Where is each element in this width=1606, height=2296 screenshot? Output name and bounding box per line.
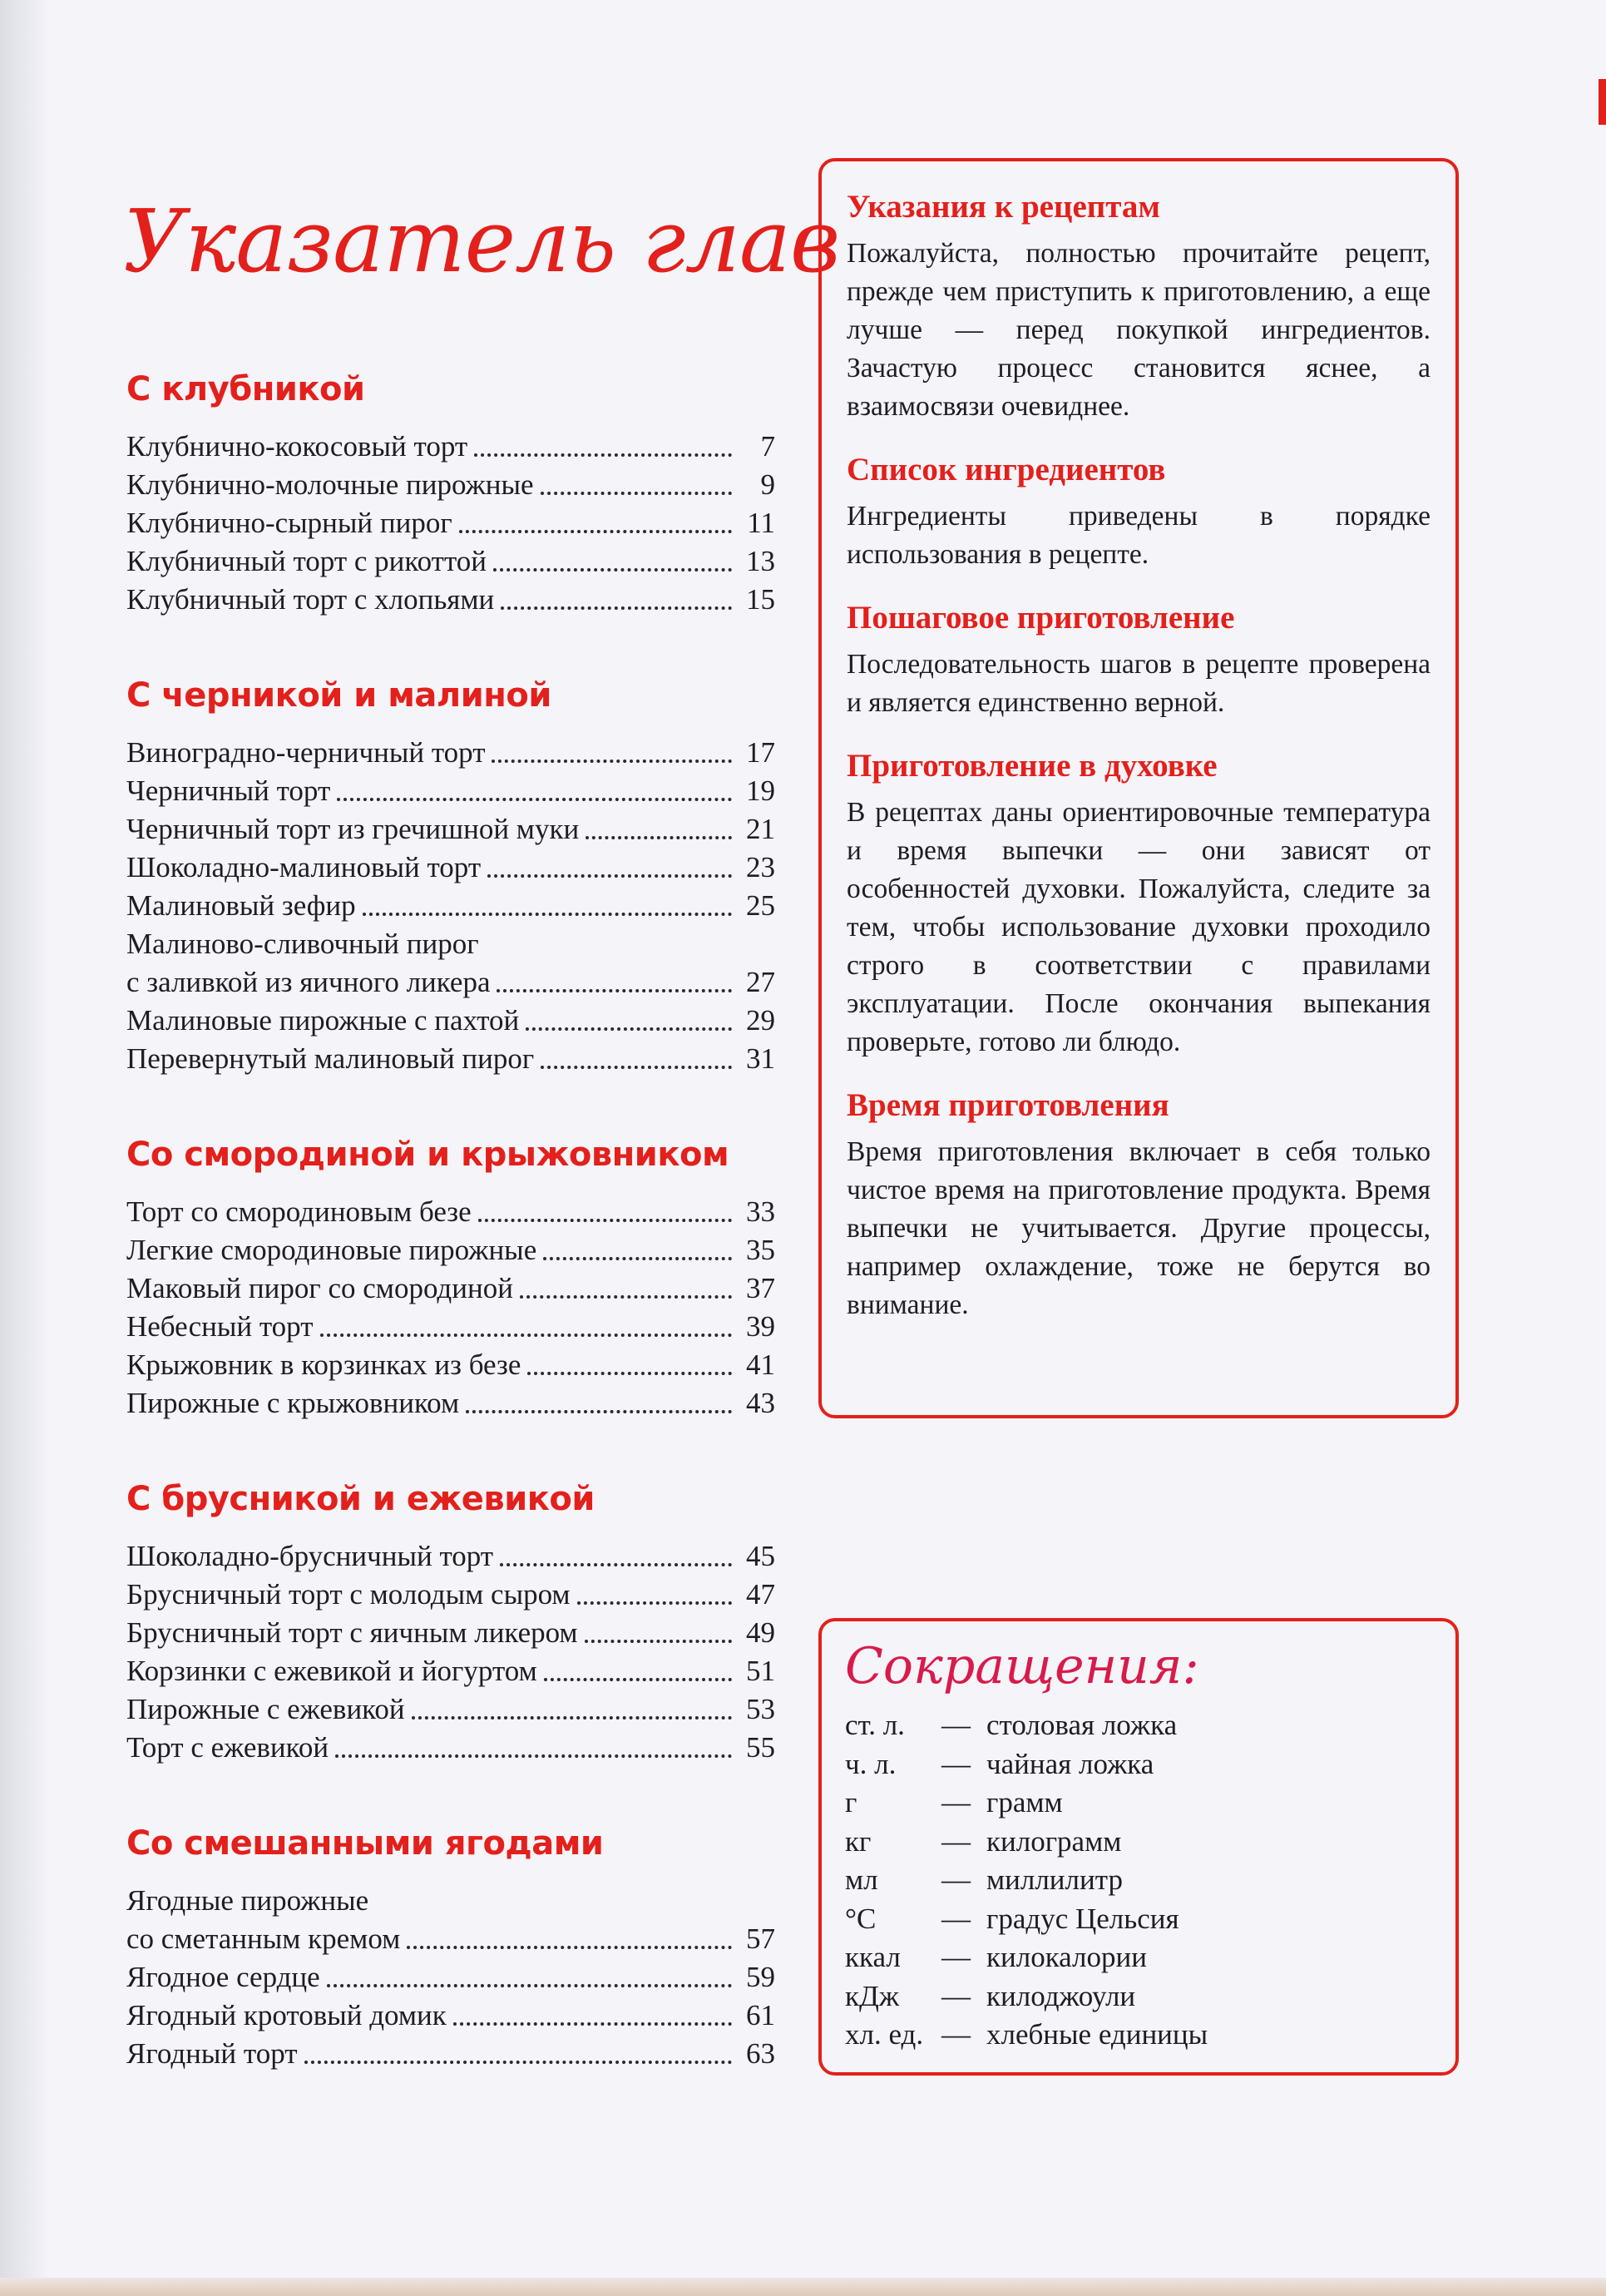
abbreviations-box (818, 1618, 1459, 2076)
abbreviation-short: мл (845, 1863, 878, 1896)
abbreviation-dash: — (941, 1941, 971, 1973)
abbreviation-full: миллилитр (986, 1863, 1123, 1896)
entry-title: Перевернутый малиновый пирог (126, 1042, 535, 1075)
toc-entry[interactable] (126, 1729, 775, 1767)
dot-leader (497, 989, 732, 992)
entry-page-number: 41 (746, 1348, 775, 1381)
toc-entry[interactable] (126, 1002, 775, 1040)
toc-entry[interactable] (126, 849, 775, 887)
abbreviation-row (845, 1823, 1431, 1862)
abbreviation-row (845, 1745, 1431, 1784)
abbreviation-short: ст. л. (845, 1709, 905, 1741)
dot-leader (466, 1410, 732, 1413)
note-section (847, 597, 1431, 722)
abbreviation-dash: — (941, 1979, 971, 2012)
note-heading: Указания к рецептам (847, 189, 1160, 225)
note-text: В рецептах даны ориентировочные температура и время выпечки — они зависят от особенностей духовки. Пожалуйста, следите за тем, чтобы использование духовки проходило строго в соответствии с правилами эксплуатации. После окончания выпекания проверьте, готово ли блюдо. (847, 797, 1431, 1057)
entry-page-number: 13 (746, 545, 775, 577)
chapter-strawberry (126, 366, 775, 619)
toc-entry[interactable] (126, 1231, 775, 1269)
abbreviation-full: градус Цельсия (986, 1902, 1179, 1935)
entry-page-number: 33 (746, 1195, 775, 1228)
toc-entry[interactable] (126, 581, 775, 619)
toc-entry[interactable] (126, 1576, 775, 1614)
page-edge-marker (1599, 79, 1606, 125)
note-section (847, 745, 1431, 1061)
toc-entry[interactable] (126, 1997, 775, 2035)
dot-leader (585, 1640, 732, 1643)
toc-entry[interactable] (126, 1882, 775, 1958)
entry-title: Малиновый зефир (126, 889, 356, 922)
entry-title: Легкие смородиновые пирожные (126, 1234, 537, 1266)
toc-title: Указатель глав (123, 191, 840, 292)
entry-title: Пирожные с крыжовником (126, 1387, 460, 1419)
abbreviation-full: килограмм (986, 1824, 1122, 1858)
toc-entry[interactable] (126, 734, 775, 772)
entry-page-number: 37 (746, 1272, 775, 1304)
abbreviation-row (845, 1938, 1431, 1977)
table-of-contents (126, 366, 775, 2126)
entry-title: Шоколадно-малиновый торт (126, 851, 482, 883)
abbreviation-short: ккал (845, 1941, 901, 1973)
abbreviation-short: ч. л. (845, 1747, 897, 1780)
abbreviation-dash: — (941, 1747, 971, 1780)
entry-title: Клубнично-молочные пирожные (126, 468, 534, 501)
toc-entry[interactable] (126, 428, 775, 466)
entry-title: Черничный торт из гречишной муки (126, 813, 580, 845)
toc-entry[interactable] (126, 504, 775, 542)
dot-leader (327, 1984, 732, 1987)
entry-page-number: 7 (760, 430, 775, 463)
entry-page-number: 35 (746, 1234, 775, 1266)
dot-leader (501, 606, 732, 610)
entry-title: Брусничный торт с яичным ликером (126, 1616, 578, 1649)
entry-title: Черничный торт (126, 774, 331, 807)
entry-page-number: 31 (746, 1042, 775, 1075)
abbreviation-dash: — (941, 1863, 971, 1896)
entry-title: Малиновые пирожные с пахтой (126, 1004, 520, 1037)
toc-entry[interactable] (126, 1958, 775, 1997)
dot-leader (543, 1257, 732, 1260)
abbreviation-row (845, 1784, 1431, 1823)
dot-leader (407, 1946, 732, 1949)
abbreviation-full: чайная ложка (986, 1747, 1154, 1780)
entry-page-number: 11 (747, 507, 775, 539)
abbreviation-full: килоджоули (986, 1979, 1136, 2012)
entry-page-number: 27 (746, 966, 775, 998)
chapter-lingonberry-blackberry (126, 1476, 775, 1767)
chapter-currant-gooseberry (126, 1131, 775, 1423)
dot-leader (492, 760, 732, 763)
abbreviation-dash: — (941, 1902, 971, 1935)
entry-page-number: 59 (746, 1961, 775, 1993)
abbreviation-row (845, 1861, 1431, 1900)
entry-page-number: 63 (746, 2037, 775, 2070)
entry-title: Клубничный торт с хлопьями (126, 583, 495, 616)
note-section (847, 1085, 1431, 1324)
toc-entry[interactable] (126, 1384, 775, 1423)
entry-page-number: 29 (746, 1004, 775, 1037)
note-text: Последовательность шагов в рецепте проверена и является единственно верной. (847, 649, 1431, 718)
toc-entry[interactable] (126, 1537, 775, 1576)
abbreviation-full: килокалории (986, 1941, 1147, 1973)
abbreviation-dash: — (941, 2018, 971, 2051)
entry-title: Небесный торт (126, 1310, 314, 1343)
chapter-blueberry-raspberry (126, 672, 775, 1078)
toc-entry[interactable] (126, 887, 775, 925)
entry-title: Пирожные с ежевикой (126, 1693, 405, 1725)
entry-title: Торт с ежевикой (126, 1731, 329, 1764)
abbreviation-full: грамм (986, 1786, 1063, 1818)
chapter-title: С клубникой (126, 370, 365, 408)
toc-entry[interactable] (126, 1269, 775, 1308)
dot-leader (304, 2061, 732, 2064)
entry-page-number: 55 (746, 1731, 775, 1764)
dot-leader (526, 1027, 732, 1031)
entry-page-number: 23 (746, 851, 775, 883)
entry-title: Виноградно-черничный торт (126, 736, 486, 769)
dot-leader (527, 1372, 732, 1375)
entry-page-number: 57 (746, 1922, 775, 1955)
toc-entry[interactable] (126, 1614, 775, 1652)
entry-page-number: 17 (746, 736, 775, 769)
dot-leader (363, 913, 732, 916)
abbreviation-full: хлебные единицы (986, 2018, 1208, 2051)
note-heading: Время приготовления (847, 1087, 1169, 1123)
abbreviation-dash: — (941, 1786, 971, 1818)
entry-title: Брусничный торт с молодым сыром (126, 1578, 571, 1611)
toc-entry[interactable] (126, 2035, 775, 2073)
note-text: Время приготовления включает в себя только чистое время на приготовление продукта. Время выпечки не учитывается. Другие процессы, например охлаждение, тоже не берутся во внимание. (847, 1136, 1431, 1320)
entry-title: Ягодные пирожные со сметанным кремом (126, 1884, 401, 1955)
note-text: Ингредиенты приведены в порядке использования в рецепте. (847, 501, 1431, 570)
abbreviation-short: кг (845, 1824, 872, 1858)
toc-entry[interactable] (126, 1193, 775, 1231)
entry-page-number: 25 (746, 889, 775, 922)
entry-title: Клубнично-сырный пирог (126, 507, 452, 539)
toc-entry[interactable] (126, 925, 775, 1002)
page-bottom-edge (0, 2278, 1606, 2296)
dot-leader (520, 1295, 732, 1299)
dot-leader (541, 1066, 732, 1069)
entry-page-number: 53 (746, 1693, 775, 1725)
entry-title: Ягодное сердце (126, 1961, 320, 1993)
note-heading: Список ингредиентов (847, 452, 1166, 487)
dot-leader (412, 1716, 732, 1720)
entry-page-number: 51 (746, 1655, 775, 1687)
abbreviation-row (845, 1977, 1431, 2016)
entry-title: Клубничный торт с рикоттой (126, 545, 487, 577)
note-heading: Приготовление в духовке (847, 748, 1218, 784)
entry-page-number: 21 (746, 813, 775, 845)
toc-entry[interactable] (126, 466, 775, 504)
abbreviation-short: °С (845, 1902, 877, 1935)
entry-page-number: 19 (746, 774, 775, 807)
entry-page-number: 9 (760, 468, 775, 501)
abbreviation-short: г (845, 1786, 857, 1818)
dot-leader (459, 530, 732, 533)
abbreviation-dash: — (941, 1824, 971, 1858)
note-section (847, 186, 1431, 426)
toc-entry[interactable] (126, 1308, 775, 1346)
entry-title: Торт со смородиновым безе (126, 1195, 472, 1228)
toc-entry[interactable] (126, 810, 775, 849)
entry-title: Крыжовник в корзинках из безе (126, 1348, 521, 1381)
page-binding-shadow (0, 0, 50, 2296)
dot-leader (335, 1754, 732, 1758)
recipe-notes-box (818, 158, 1459, 1418)
toc-entry[interactable] (126, 772, 775, 810)
chapter-title: С брусникой и ежевикой (126, 1480, 595, 1518)
note-section (847, 449, 1431, 574)
toc-entry[interactable] (126, 1652, 775, 1690)
dot-leader (541, 492, 732, 495)
chapter-title: Со смешанными ягодами (126, 1824, 604, 1863)
toc-entry[interactable] (126, 1690, 775, 1729)
entry-title: Малиново-сливочный пирог с заливкой из яичного ликера (126, 928, 491, 998)
entry-page-number: 47 (746, 1578, 775, 1611)
abbreviation-full: столовая ложка (986, 1709, 1178, 1741)
abbreviation-row (845, 1900, 1431, 1939)
entry-title: Шоколадно-брусничный торт (126, 1540, 494, 1572)
note-heading: Пошаговое приготовление (847, 600, 1235, 636)
entry-title: Клубнично-кокосовый торт (126, 430, 468, 463)
entry-title: Ягодный кротовый домик (126, 1999, 447, 2031)
dot-leader (453, 2022, 732, 2026)
entry-page-number: 15 (746, 583, 775, 616)
dot-leader (337, 798, 732, 801)
dot-leader (487, 874, 732, 878)
note-text: Пожалуйста, полностью прочитайте рецепт, прежде чем приступить к приготовлению, а еще лучше — перед покупкой ингредиентов. Зачастую процесс становится яснее, а взаимосвязи очевиднее. (847, 238, 1431, 422)
entry-page-number: 39 (746, 1310, 775, 1343)
dot-leader (320, 1334, 733, 1337)
chapter-title: Со смородиной и крыжовником (126, 1136, 729, 1174)
entry-title: Ягодный торт (126, 2037, 298, 2070)
dot-leader (478, 1219, 732, 1222)
dot-leader (493, 568, 732, 572)
entry-page-number: 45 (746, 1540, 775, 1572)
toc-entry[interactable] (126, 542, 775, 581)
dot-leader (500, 1563, 732, 1566)
abbreviation-dash: — (941, 1709, 971, 1741)
chapter-title: С черникой и малиной (126, 676, 551, 715)
dot-leader (544, 1678, 732, 1681)
chapter-mixed-berries (126, 1820, 775, 2073)
dot-leader (577, 1601, 732, 1605)
abbreviation-row (845, 1706, 1431, 1745)
abbreviation-short: кДж (845, 1979, 900, 2012)
entry-title: Корзинки с ежевикой и йогуртом (126, 1655, 537, 1687)
entry-page-number: 49 (746, 1616, 775, 1649)
toc-entry[interactable] (126, 1040, 775, 1078)
toc-entry[interactable] (126, 1346, 775, 1384)
dot-leader (586, 836, 732, 839)
abbreviations-title: Сокращения: (845, 1637, 1199, 1695)
abbreviation-row (845, 2016, 1431, 2055)
abbreviation-short: хл. ед. (845, 2018, 924, 2051)
entry-page-number: 43 (746, 1387, 775, 1419)
entry-title: Маковый пирог со смородиной (126, 1272, 513, 1304)
entry-page-number: 61 (746, 1999, 775, 2031)
dot-leader (474, 453, 732, 457)
